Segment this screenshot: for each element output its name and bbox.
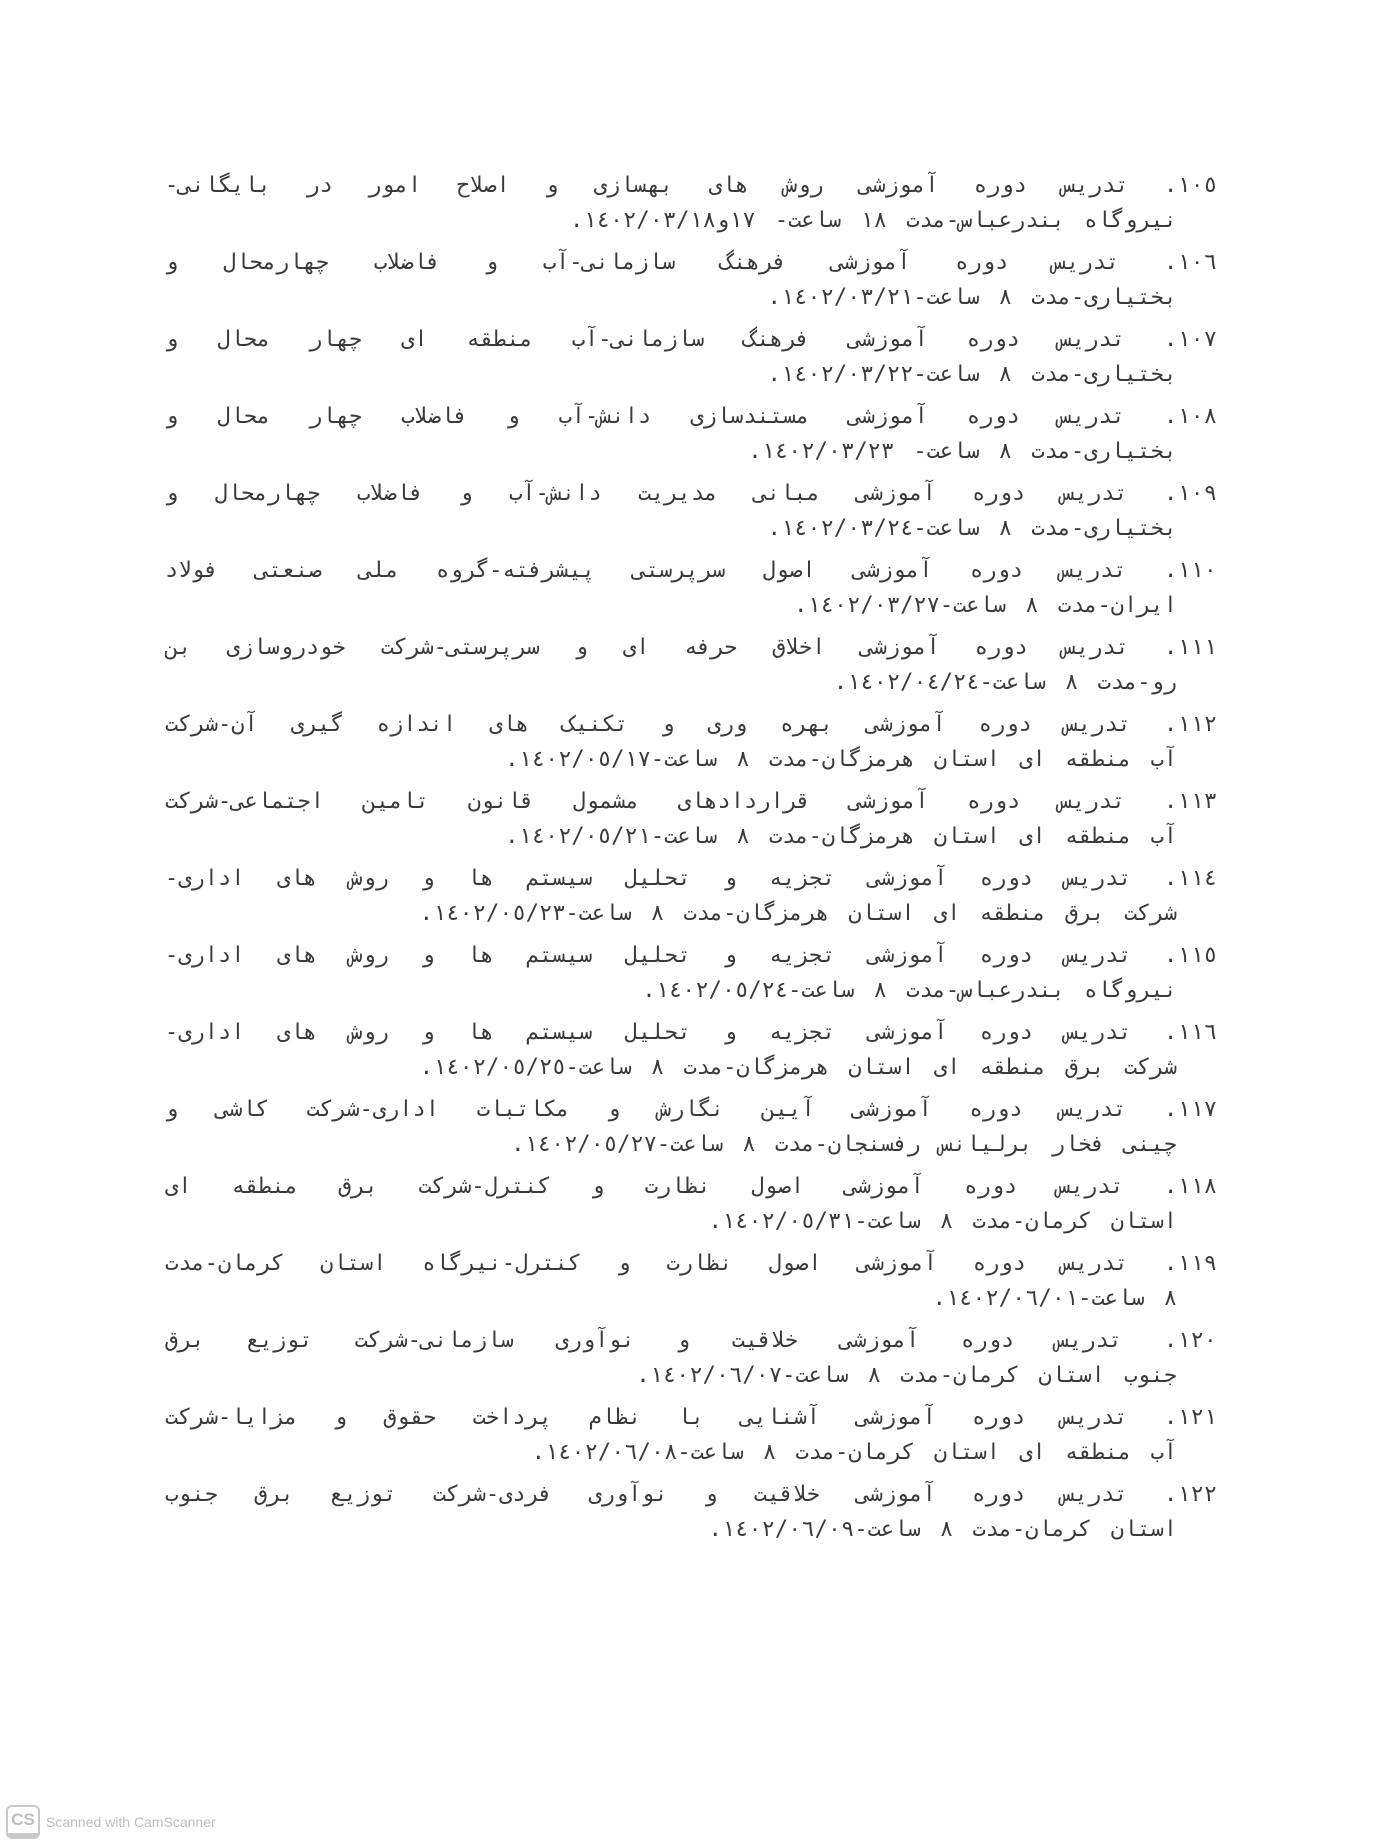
item-line-first: ١١٩. تدریس دوره آموزشی اصول نظارت و کنترل-نیرگاه استان کرمان-مدت — [165, 1251, 1217, 1276]
list-item — [165, 1092, 1217, 1169]
item-line-first: ١١١. تدریس دوره آموزشی اخلاق حرفه ای و سرپرستی-شرکت خودروسازی بن — [165, 635, 1217, 660]
item-line-continuation: جنوب استان کرمان-مدت ٨ ساعت-١٤٠٢/٠٦/٠٧. — [636, 1363, 1177, 1388]
list-item — [165, 1246, 1217, 1323]
item-line-first: ١٢١. تدریس دوره آموزشی آشنایی با نظام پرداخت حقوق و مزایا-شرکت — [165, 1405, 1217, 1430]
list-item — [165, 938, 1217, 1015]
item-line-first: ١١٤. تدریس دوره آموزشی تجزیه و تحلیل سیستم ها و روش های اداری- — [165, 866, 1217, 891]
list-item — [165, 168, 1217, 245]
list-item — [165, 1477, 1217, 1554]
course-list — [165, 168, 1217, 1554]
item-line-first: ١٠٧. تدریس دوره آموزشی فرهنگ سازمانی-آب منطقه ای چهار محال و — [165, 327, 1217, 352]
camscanner-logo-icon: CS — [6, 1805, 40, 1839]
item-line-continuation: آب منطقه ای استان کرمان-مدت ٨ ساعت-١٤٠٢/٠٦/٠٨. — [531, 1440, 1177, 1465]
item-line-continuation: بختیاری-مدت ٨ ساعت-١٤٠٢/٠٣/٢٤. — [767, 516, 1177, 541]
item-line-continuation: شرکت برق منطقه ای استان هرمزگان-مدت ٨ ساعت-١٤٠٢/٠٥/٢٥. — [419, 1055, 1177, 1080]
list-item — [165, 707, 1217, 784]
item-line-first: ١١٠. تدریس دوره آموزشی اصول سرپرستی پیشرفته-گروه ملی صنعتی فولاد — [165, 558, 1217, 583]
item-line-first: ١٠٥. تدریس دوره آموزشی روش های بهسازی و اصلاح امور در بایگانی- — [165, 173, 1217, 198]
item-line-continuation: چینی فخار برلیانس رفسنجان-مدت ٨ ساعت-١٤٠٢/٠٥/٢٧. — [511, 1132, 1177, 1157]
list-item — [165, 861, 1217, 938]
list-item — [165, 322, 1217, 399]
item-line-continuation: استان کرمان-مدت ٨ ساعت-١٤٠٢/٠٦/٠٩. — [708, 1517, 1177, 1542]
item-line-continuation: رو-مدت ٨ ساعت-١٤٠٢/٠٤/٢٤. — [833, 670, 1177, 695]
item-line-first: ١١٢. تدریس دوره آموزشی بهره وری و تکنیک های اندازه گیری آن-شرکت — [165, 712, 1217, 737]
item-line-continuation: بختیاری-مدت ٨ ساعت- ١٤٠٢/٠٣/٢٣. — [748, 439, 1177, 464]
item-line-continuation: بختیاری-مدت ٨ ساعت-١٤٠٢/٠٣/٢١. — [767, 285, 1177, 310]
camscanner-watermark — [6, 1805, 216, 1839]
item-line-first: ١٠٩. تدریس دوره آموزشی مبانی مدیریت دانش-آب و فاضلاب چهارمحال و — [165, 481, 1217, 506]
item-line-first: ١١٥. تدریس دوره آموزشی تجزیه و تحلیل سیستم ها و روش های اداری- — [165, 943, 1217, 968]
list-item — [165, 476, 1217, 553]
item-line-first: ١١٣. تدریس دوره آموزشی قراردادهای مشمول قانون تامین اجتماعی-شرکت — [165, 789, 1217, 814]
item-line-continuation: نیروگاه بندرعباس-مدت ١٨ ساعت- ١٧و١٤٠٢/٠٣/١٨. — [570, 208, 1177, 233]
list-item — [165, 399, 1217, 476]
item-line-first: ١٠٨. تدریس دوره آموزشی مستندسازی دانش-آب و فاضلاب چهار محال و — [165, 404, 1217, 429]
item-line-first: ١٢٠. تدریس دوره آموزشی خلاقیت و نوآوری سازمانی-شرکت توزیع برق — [165, 1328, 1217, 1353]
item-line-first: ١١٨. تدریس دوره آموزشی اصول نظارت و کنترل-شرکت برق منطقه ای — [165, 1174, 1217, 1199]
list-item — [165, 784, 1217, 861]
watermark-text: Scanned with CamScanner — [46, 1814, 216, 1830]
list-item — [165, 1169, 1217, 1246]
item-line-continuation: ٨ ساعت-١٤٠٢/٠٦/٠١. — [932, 1286, 1177, 1311]
item-line-first: ١٢٢. تدریس دوره آموزشی خلاقیت و نوآوری فردی-شرکت توزیع برق جنوب — [165, 1482, 1217, 1507]
list-item — [165, 1323, 1217, 1400]
list-item — [165, 1400, 1217, 1477]
list-item — [165, 553, 1217, 630]
item-line-continuation: نیروگاه بندرعباس-مدت ٨ ساعت-١٤٠٢/٠٥/٢٤. — [642, 978, 1177, 1003]
item-line-continuation: استان کرمان-مدت ٨ ساعت-١٤٠٢/٠٥/٣١. — [708, 1209, 1177, 1234]
item-line-continuation: شرکت برق منطقه ای استان هرمزگان-مدت ٨ ساعت-١٤٠٢/٠٥/٢٣. — [419, 901, 1177, 926]
item-line-continuation: بختیاری-مدت ٨ ساعت-١٤٠٢/٠٣/٢٢. — [767, 362, 1177, 387]
item-line-continuation: ایران-مدت ٨ ساعت-١٤٠٢/٠٣/٢٧. — [794, 593, 1177, 618]
item-line-continuation: آب منطقه ای استان هرمزگان-مدت ٨ ساعت-١٤٠٢/٠٥/١٧. — [505, 747, 1177, 772]
item-line-first: ١١٦. تدریس دوره آموزشی تجزیه و تحلیل سیستم ها و روش های اداری- — [165, 1020, 1217, 1045]
list-item — [165, 245, 1217, 322]
list-item — [165, 630, 1217, 707]
item-line-first: ١٠٦. تدریس دوره آموزشی فرهنگ سازمانی-آب و فاضلاب چهارمحال و — [165, 250, 1217, 275]
item-line-first: ١١٧. تدریس دوره آموزشی آیین نگارش و مکاتبات اداری-شرکت کاشی و — [165, 1097, 1217, 1122]
list-item — [165, 1015, 1217, 1092]
item-line-continuation: آب منطقه ای استان هرمزگان-مدت ٨ ساعت-١٤٠٢/٠٥/٢١. — [505, 824, 1177, 849]
